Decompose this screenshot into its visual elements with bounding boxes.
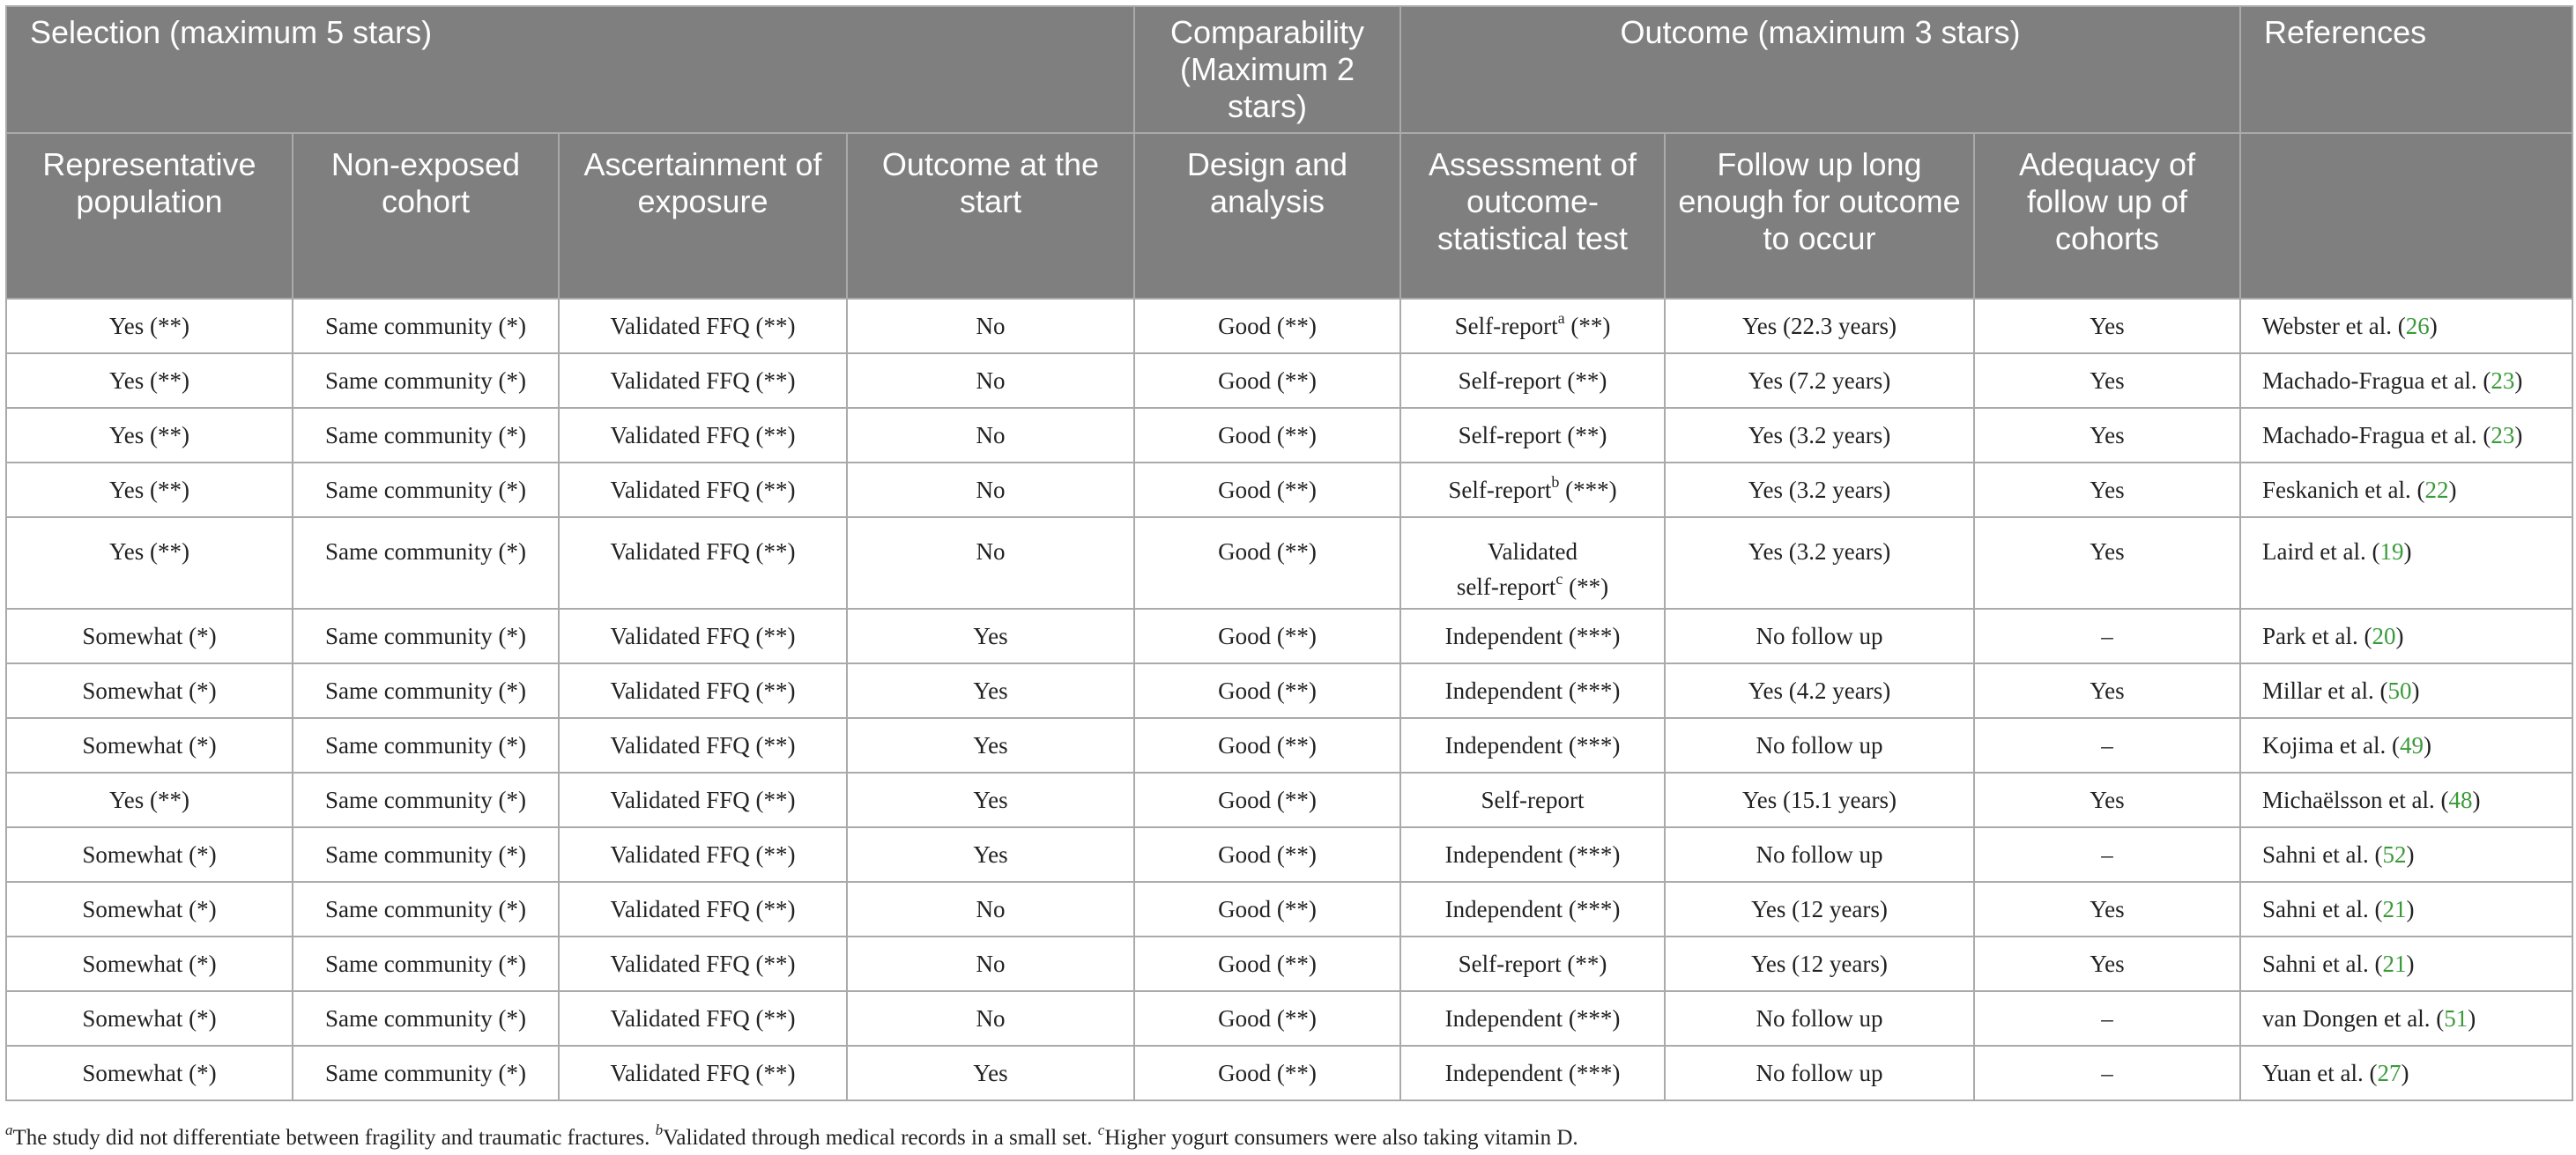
cell-reference: [2240, 408, 2572, 463]
reference-author: Michaëlsson et al. (: [2262, 787, 2449, 813]
reference-close-paren: ): [2403, 538, 2412, 565]
cell-representative-population: Somewhat (*): [6, 609, 293, 663]
cell-adequacy-of-follow-up: Yes: [1974, 408, 2240, 463]
reference-author: Feskanich et al. (: [2262, 477, 2425, 503]
cell-ascertainment-of-exposure: Validated FFQ (**): [559, 609, 847, 663]
cell-representative-population: Yes (**): [6, 773, 293, 827]
cell-outcome-at-start: Yes: [847, 609, 1134, 663]
column-header-adequacy-of-follow-up: Adequacy of follow up of cohorts: [1974, 133, 2240, 299]
reference-author: Park et al. (: [2262, 623, 2372, 649]
cell-outcome-at-start: No: [847, 882, 1134, 937]
reference-author: Laird et al. (: [2262, 538, 2380, 565]
cell-design-and-analysis: Good (**): [1134, 937, 1400, 991]
reference-citation-link[interactable]: 21: [2382, 896, 2407, 922]
cell-follow-up-length: Yes (12 years): [1665, 882, 1974, 937]
assessment-text: Self-report: [1454, 313, 1558, 339]
cell-representative-population: Yes (**): [6, 299, 293, 353]
reference-citation-link[interactable]: 50: [2387, 677, 2412, 704]
cell-assessment-of-outcome: [1400, 463, 1665, 517]
cell-follow-up-length: No follow up: [1665, 991, 1974, 1046]
reference-close-paren: ): [2514, 367, 2523, 394]
cell-adequacy-of-follow-up: Yes: [1974, 517, 2240, 609]
cell-assessment-of-outcome: [1400, 517, 1665, 609]
cell-non-exposed-cohort: Same community (*): [293, 937, 559, 991]
cell-reference: [2240, 663, 2572, 718]
reference-author: Millar et al. (: [2262, 677, 2388, 704]
reference-author: Sahni et al. (: [2262, 841, 2383, 868]
cell-representative-population: Yes (**): [6, 463, 293, 517]
cell-outcome-at-start: Yes: [847, 718, 1134, 773]
assessment-text: Independent (***): [1444, 623, 1621, 649]
cell-non-exposed-cohort: Same community (*): [293, 827, 559, 882]
cell-representative-population: Somewhat (*): [6, 663, 293, 718]
assessment-text: Independent (***): [1444, 1060, 1621, 1086]
cell-non-exposed-cohort: Same community (*): [293, 517, 559, 609]
cell-reference: [2240, 827, 2572, 882]
cell-reference: [2240, 991, 2572, 1046]
reference-citation-link[interactable]: 23: [2491, 367, 2515, 394]
reference-author: Sahni et al. (: [2262, 951, 2383, 977]
cell-ascertainment-of-exposure: Validated FFQ (**): [559, 353, 847, 408]
cell-follow-up-length: Yes (15.1 years): [1665, 773, 1974, 827]
cell-non-exposed-cohort: Same community (*): [293, 991, 559, 1046]
reference-close-paren: ): [2423, 732, 2431, 759]
column-header-design-and-analysis: Design and analysis: [1134, 133, 1400, 299]
cell-non-exposed-cohort: Same community (*): [293, 299, 559, 353]
cell-non-exposed-cohort: Same community (*): [293, 463, 559, 517]
assessment-text: Independent (***): [1444, 841, 1621, 868]
column-header-row: [6, 133, 2572, 299]
cell-adequacy-of-follow-up: Yes: [1974, 353, 2240, 408]
reference-citation-link[interactable]: 52: [2382, 841, 2407, 868]
cell-outcome-at-start: Yes: [847, 827, 1134, 882]
cell-non-exposed-cohort: Same community (*): [293, 882, 559, 937]
footnote-text-c: Higher yogurt consumers were also taking vitamin D.: [1104, 1126, 1578, 1150]
quality-assessment-table-wrapper: [5, 5, 2572, 1101]
cell-reference: [2240, 353, 2572, 408]
cell-ascertainment-of-exposure: Validated FFQ (**): [559, 663, 847, 718]
reference-close-paren: ): [2429, 313, 2438, 339]
assessment-text: Independent (***): [1444, 1005, 1621, 1032]
table-row: [6, 773, 2572, 827]
cell-design-and-analysis: Good (**): [1134, 517, 1400, 609]
cell-assessment-of-outcome: [1400, 299, 1665, 353]
column-header-outcome-at-start: Outcome at the start: [847, 133, 1134, 299]
table-row: [6, 408, 2572, 463]
cell-follow-up-length: Yes (7.2 years): [1665, 353, 1974, 408]
reference-author: van Dongen et al. (: [2262, 1005, 2445, 1032]
table-row: [6, 353, 2572, 408]
reference-close-paren: ): [2472, 787, 2481, 813]
cell-non-exposed-cohort: Same community (*): [293, 1046, 559, 1100]
footnote-text-a: The study did not differentiate between fragility and traumatic fractures.: [12, 1126, 656, 1150]
cell-reference: [2240, 517, 2572, 609]
cell-outcome-at-start: No: [847, 353, 1134, 408]
cell-follow-up-length: Yes (4.2 years): [1665, 663, 1974, 718]
footnote-marker: c: [1555, 570, 1563, 588]
reference-citation-link[interactable]: 22: [2424, 477, 2449, 503]
reference-citation-link[interactable]: 19: [2379, 538, 2404, 565]
cell-non-exposed-cohort: Same community (*): [293, 353, 559, 408]
cell-ascertainment-of-exposure: Validated FFQ (**): [559, 827, 847, 882]
cell-design-and-analysis: Good (**): [1134, 882, 1400, 937]
table-row: [6, 1046, 2572, 1100]
reference-close-paren: ): [2406, 841, 2415, 868]
assessment-text: Self-report (**): [1458, 367, 1607, 394]
assessment-stars: (**): [1564, 313, 1611, 339]
cell-assessment-of-outcome: [1400, 827, 1665, 882]
cell-adequacy-of-follow-up: –: [1974, 1046, 2240, 1100]
assessment-text: self-report: [1456, 574, 1556, 600]
cell-ascertainment-of-exposure: Validated FFQ (**): [559, 463, 847, 517]
column-header-non-exposed-cohort: Non-exposed cohort: [293, 133, 559, 299]
table-row: [6, 663, 2572, 718]
cell-reference: [2240, 463, 2572, 517]
cell-ascertainment-of-exposure: Validated FFQ (**): [559, 882, 847, 937]
cell-assessment-of-outcome: [1400, 937, 1665, 991]
cell-adequacy-of-follow-up: –: [1974, 827, 2240, 882]
reference-close-paren: ): [2514, 422, 2523, 448]
cell-design-and-analysis: Good (**): [1134, 299, 1400, 353]
cell-follow-up-length: Yes (3.2 years): [1665, 517, 1974, 609]
cell-ascertainment-of-exposure: Validated FFQ (**): [559, 773, 847, 827]
cell-outcome-at-start: No: [847, 517, 1134, 609]
cell-follow-up-length: Yes (3.2 years): [1665, 408, 1974, 463]
assessment-text: Independent (***): [1444, 732, 1621, 759]
assessment-text: Independent (***): [1444, 896, 1621, 922]
cell-representative-population: Yes (**): [6, 517, 293, 609]
assessment-text: Self-report: [1481, 787, 1585, 813]
column-header-ascertainment-of-exposure: Ascertainment of exposure: [559, 133, 847, 299]
table-row: [6, 517, 2572, 609]
cell-non-exposed-cohort: Same community (*): [293, 718, 559, 773]
cell-adequacy-of-follow-up: –: [1974, 718, 2240, 773]
group-header-comparability: Comparability (Maximum 2 stars): [1134, 6, 1400, 133]
cell-ascertainment-of-exposure: Validated FFQ (**): [559, 991, 847, 1046]
table-row: [6, 718, 2572, 773]
cell-non-exposed-cohort: Same community (*): [293, 663, 559, 718]
cell-follow-up-length: Yes (12 years): [1665, 937, 1974, 991]
column-header-references-blank: [2240, 133, 2572, 299]
reference-citation-link[interactable]: 49: [2399, 732, 2424, 759]
cell-adequacy-of-follow-up: Yes: [1974, 937, 2240, 991]
cell-design-and-analysis: Good (**): [1134, 609, 1400, 663]
cell-outcome-at-start: Yes: [847, 773, 1134, 827]
reference-close-paren: ): [2401, 1060, 2409, 1086]
column-header-follow-up-length: Follow up long enough for outcome to occur: [1665, 133, 1974, 299]
cell-reference: [2240, 882, 2572, 937]
cell-reference: [2240, 299, 2572, 353]
cell-design-and-analysis: Good (**): [1134, 353, 1400, 408]
cell-reference: [2240, 937, 2572, 991]
cell-assessment-of-outcome: [1400, 882, 1665, 937]
assessment-stars: (***): [1559, 477, 1617, 503]
footnote-marker: b: [1551, 473, 1560, 491]
cell-outcome-at-start: No: [847, 937, 1134, 991]
cell-design-and-analysis: Good (**): [1134, 991, 1400, 1046]
footnote-text-b: Validated through medical records in a small set.: [663, 1126, 1098, 1150]
reference-citation-link[interactable]: 26: [2405, 313, 2430, 339]
cell-design-and-analysis: Good (**): [1134, 773, 1400, 827]
cell-follow-up-length: No follow up: [1665, 1046, 1974, 1100]
cell-assessment-of-outcome: [1400, 408, 1665, 463]
table-body: [6, 299, 2572, 1100]
cell-assessment-of-outcome: [1400, 353, 1665, 408]
table-row: [6, 937, 2572, 991]
group-header-outcome: Outcome (maximum 3 stars): [1400, 6, 2240, 133]
reference-citation-link[interactable]: 21: [2382, 951, 2407, 977]
cell-adequacy-of-follow-up: Yes: [1974, 882, 2240, 937]
cell-adequacy-of-follow-up: Yes: [1974, 299, 2240, 353]
reference-author: Machado-Fragua et al. (: [2262, 422, 2491, 448]
table-row: [6, 299, 2572, 353]
cell-follow-up-length: No follow up: [1665, 718, 1974, 773]
reference-close-paren: ): [2468, 1005, 2476, 1032]
cell-adequacy-of-follow-up: Yes: [1974, 663, 2240, 718]
cell-assessment-of-outcome: [1400, 1046, 1665, 1100]
reference-citation-link[interactable]: 48: [2448, 787, 2473, 813]
cell-outcome-at-start: Yes: [847, 663, 1134, 718]
cell-reference: [2240, 718, 2572, 773]
reference-close-paren: ): [2395, 623, 2404, 649]
cell-design-and-analysis: Good (**): [1134, 718, 1400, 773]
column-header-representative-population: Representative population: [6, 133, 293, 299]
quality-assessment-table: [5, 5, 2573, 1101]
reference-author: Sahni et al. (: [2262, 896, 2383, 922]
table-row: [6, 991, 2572, 1046]
assessment-line1: Validated: [1488, 538, 1578, 565]
cell-reference: [2240, 1046, 2572, 1100]
cell-follow-up-length: No follow up: [1665, 827, 1974, 882]
footnote-mark-c: c: [1097, 1121, 1105, 1138]
table-row: [6, 882, 2572, 937]
cell-adequacy-of-follow-up: –: [1974, 991, 2240, 1046]
cell-outcome-at-start: No: [847, 299, 1134, 353]
cell-assessment-of-outcome: [1400, 773, 1665, 827]
cell-design-and-analysis: Good (**): [1134, 827, 1400, 882]
reference-author: Kojima et al. (: [2262, 732, 2400, 759]
cell-representative-population: Somewhat (*): [6, 882, 293, 937]
reference-citation-link[interactable]: 20: [2372, 623, 2396, 649]
cell-design-and-analysis: Good (**): [1134, 1046, 1400, 1100]
reference-citation-link[interactable]: 23: [2491, 422, 2515, 448]
cell-assessment-of-outcome: [1400, 663, 1665, 718]
cell-reference: [2240, 609, 2572, 663]
footnote-marker: a: [1557, 309, 1565, 327]
cell-non-exposed-cohort: Same community (*): [293, 773, 559, 827]
group-header-selection: Selection (maximum 5 stars): [6, 6, 1134, 133]
cell-follow-up-length: No follow up: [1665, 609, 1974, 663]
cell-representative-population: Somewhat (*): [6, 1046, 293, 1100]
reference-close-paren: ): [2406, 896, 2415, 922]
reference-author: Webster et al. (: [2262, 313, 2406, 339]
cell-representative-population: Somewhat (*): [6, 718, 293, 773]
cell-adequacy-of-follow-up: Yes: [1974, 773, 2240, 827]
footnote-mark-a: a: [5, 1121, 13, 1138]
group-header-references: References: [2240, 6, 2572, 133]
assessment-text: Independent (***): [1444, 677, 1621, 704]
assessment-text: Self-report: [1448, 477, 1552, 503]
cell-assessment-of-outcome: [1400, 609, 1665, 663]
cell-ascertainment-of-exposure: Validated FFQ (**): [559, 937, 847, 991]
group-header-row: [6, 6, 2572, 133]
cell-outcome-at-start: No: [847, 991, 1134, 1046]
table-row: [6, 827, 2572, 882]
cell-non-exposed-cohort: Same community (*): [293, 408, 559, 463]
cell-representative-population: Somewhat (*): [6, 991, 293, 1046]
reference-close-paren: ): [2448, 477, 2457, 503]
cell-adequacy-of-follow-up: Yes: [1974, 463, 2240, 517]
footnote-mark-b: b: [655, 1121, 664, 1138]
cell-reference: [2240, 773, 2572, 827]
table-footnote: [5, 1121, 2561, 1152]
cell-adequacy-of-follow-up: –: [1974, 609, 2240, 663]
cell-assessment-of-outcome: [1400, 991, 1665, 1046]
cell-assessment-of-outcome: [1400, 718, 1665, 773]
cell-non-exposed-cohort: Same community (*): [293, 609, 559, 663]
assessment-stars: (**): [1563, 574, 1609, 600]
cell-ascertainment-of-exposure: Validated FFQ (**): [559, 517, 847, 609]
column-header-assessment-of-outcome: Assessment of outcome-statistical test: [1400, 133, 1665, 299]
cell-ascertainment-of-exposure: Validated FFQ (**): [559, 408, 847, 463]
cell-ascertainment-of-exposure: Validated FFQ (**): [559, 1046, 847, 1100]
assessment-text: Self-report (**): [1458, 951, 1607, 977]
cell-representative-population: Somewhat (*): [6, 827, 293, 882]
reference-author: Machado-Fragua et al. (: [2262, 367, 2491, 394]
table-row: [6, 609, 2572, 663]
cell-outcome-at-start: Yes: [847, 1046, 1134, 1100]
reference-close-paren: ): [2406, 951, 2415, 977]
cell-follow-up-length: Yes (3.2 years): [1665, 463, 1974, 517]
table-row: [6, 463, 2572, 517]
reference-author: Yuan et al. (: [2262, 1060, 2378, 1086]
cell-ascertainment-of-exposure: Validated FFQ (**): [559, 299, 847, 353]
cell-design-and-analysis: Good (**): [1134, 463, 1400, 517]
reference-citation-link[interactable]: 51: [2444, 1005, 2468, 1032]
cell-representative-population: Yes (**): [6, 353, 293, 408]
cell-follow-up-length: Yes (22.3 years): [1665, 299, 1974, 353]
cell-ascertainment-of-exposure: Validated FFQ (**): [559, 718, 847, 773]
assessment-text: Self-report (**): [1458, 422, 1607, 448]
cell-outcome-at-start: No: [847, 463, 1134, 517]
cell-representative-population: Yes (**): [6, 408, 293, 463]
cell-representative-population: Somewhat (*): [6, 937, 293, 991]
reference-close-paren: ): [2411, 677, 2420, 704]
reference-citation-link[interactable]: 27: [2377, 1060, 2402, 1086]
cell-outcome-at-start: No: [847, 408, 1134, 463]
cell-design-and-analysis: Good (**): [1134, 408, 1400, 463]
cell-design-and-analysis: Good (**): [1134, 663, 1400, 718]
